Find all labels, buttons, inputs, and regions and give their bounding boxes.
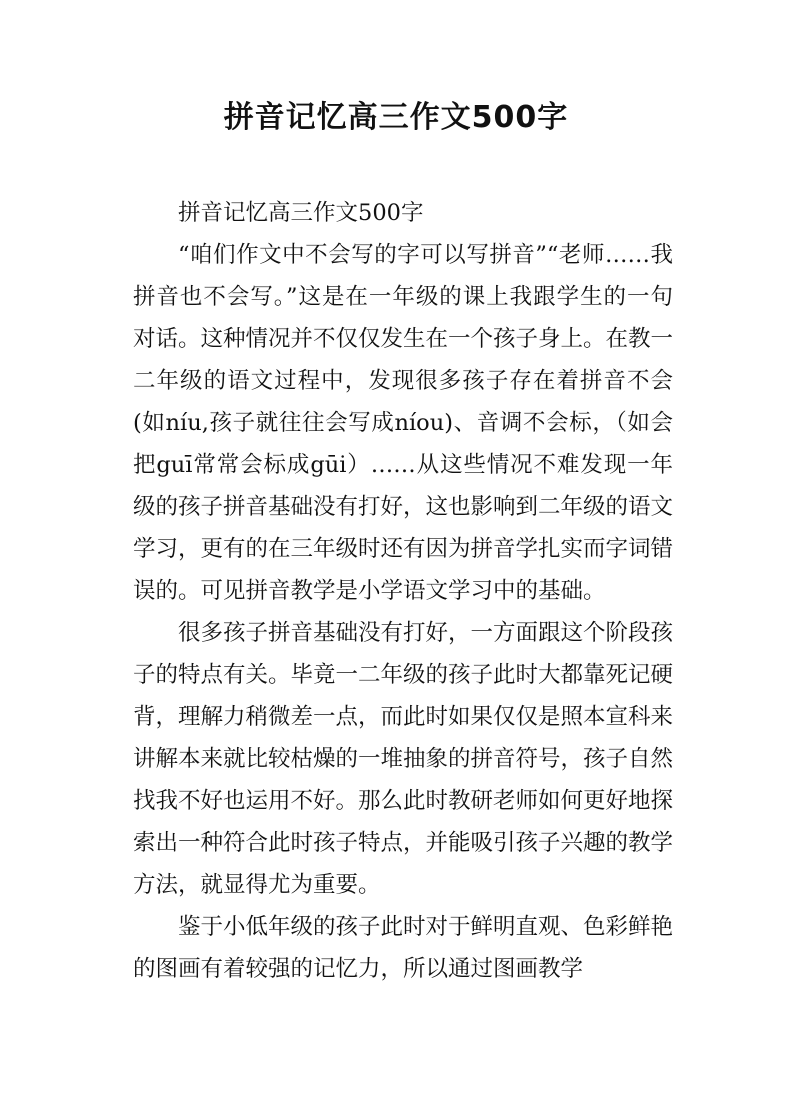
document-title: 拼音记忆高三作文500字 bbox=[223, 100, 569, 135]
paragraph-3: 鉴于小低年级的孩子此时对于鲜明直观、色彩鲜艳的图画有着较强的记忆力，所以通过图画教学 bbox=[133, 914, 674, 982]
paragraph-1: “咱们作文中不会写的字可以写拼音”“老师……我拼音也不会写。”这是在一年级的课上我跟学生的一句对话。这种情况并不仅仅发生在一个孩子身上。在教一二年级的语文过程中，发现很多孩子存在着拼音不会(如níu,孩子就往往会写成níou)、音调不会标，（如会把guī常常会标成gūi）……从这些情况不难发现一年级的孩子拼音基础没有打好，这也影响到二年级的语文学习，更有的在三年级时还有因为拼音学扎实而字词错误的。可见拼音教学是小学语文学习中的基础。 bbox=[133, 242, 674, 604]
document-body bbox=[133, 192, 673, 990]
paragraph-2: 很多孩子拼音基础没有打好，一方面跟这个阶段孩子的特点有关。毕竟一二年级的孩子此时大都靠死记硬背，理解力稍微差一点，而此时如果仅仅是照本宣科来讲解本来就比较枯燥的一堆抽象的拼音符号，孩子自然找我不好也运用不好。那么此时教研老师如何更好地探索出一种符合此时孩子特点，并能吸引孩子兴趣的教学方法，就显得尤为重要。 bbox=[133, 620, 674, 898]
paragraph-heading: 拼音记忆高三作文500字 bbox=[178, 200, 424, 226]
